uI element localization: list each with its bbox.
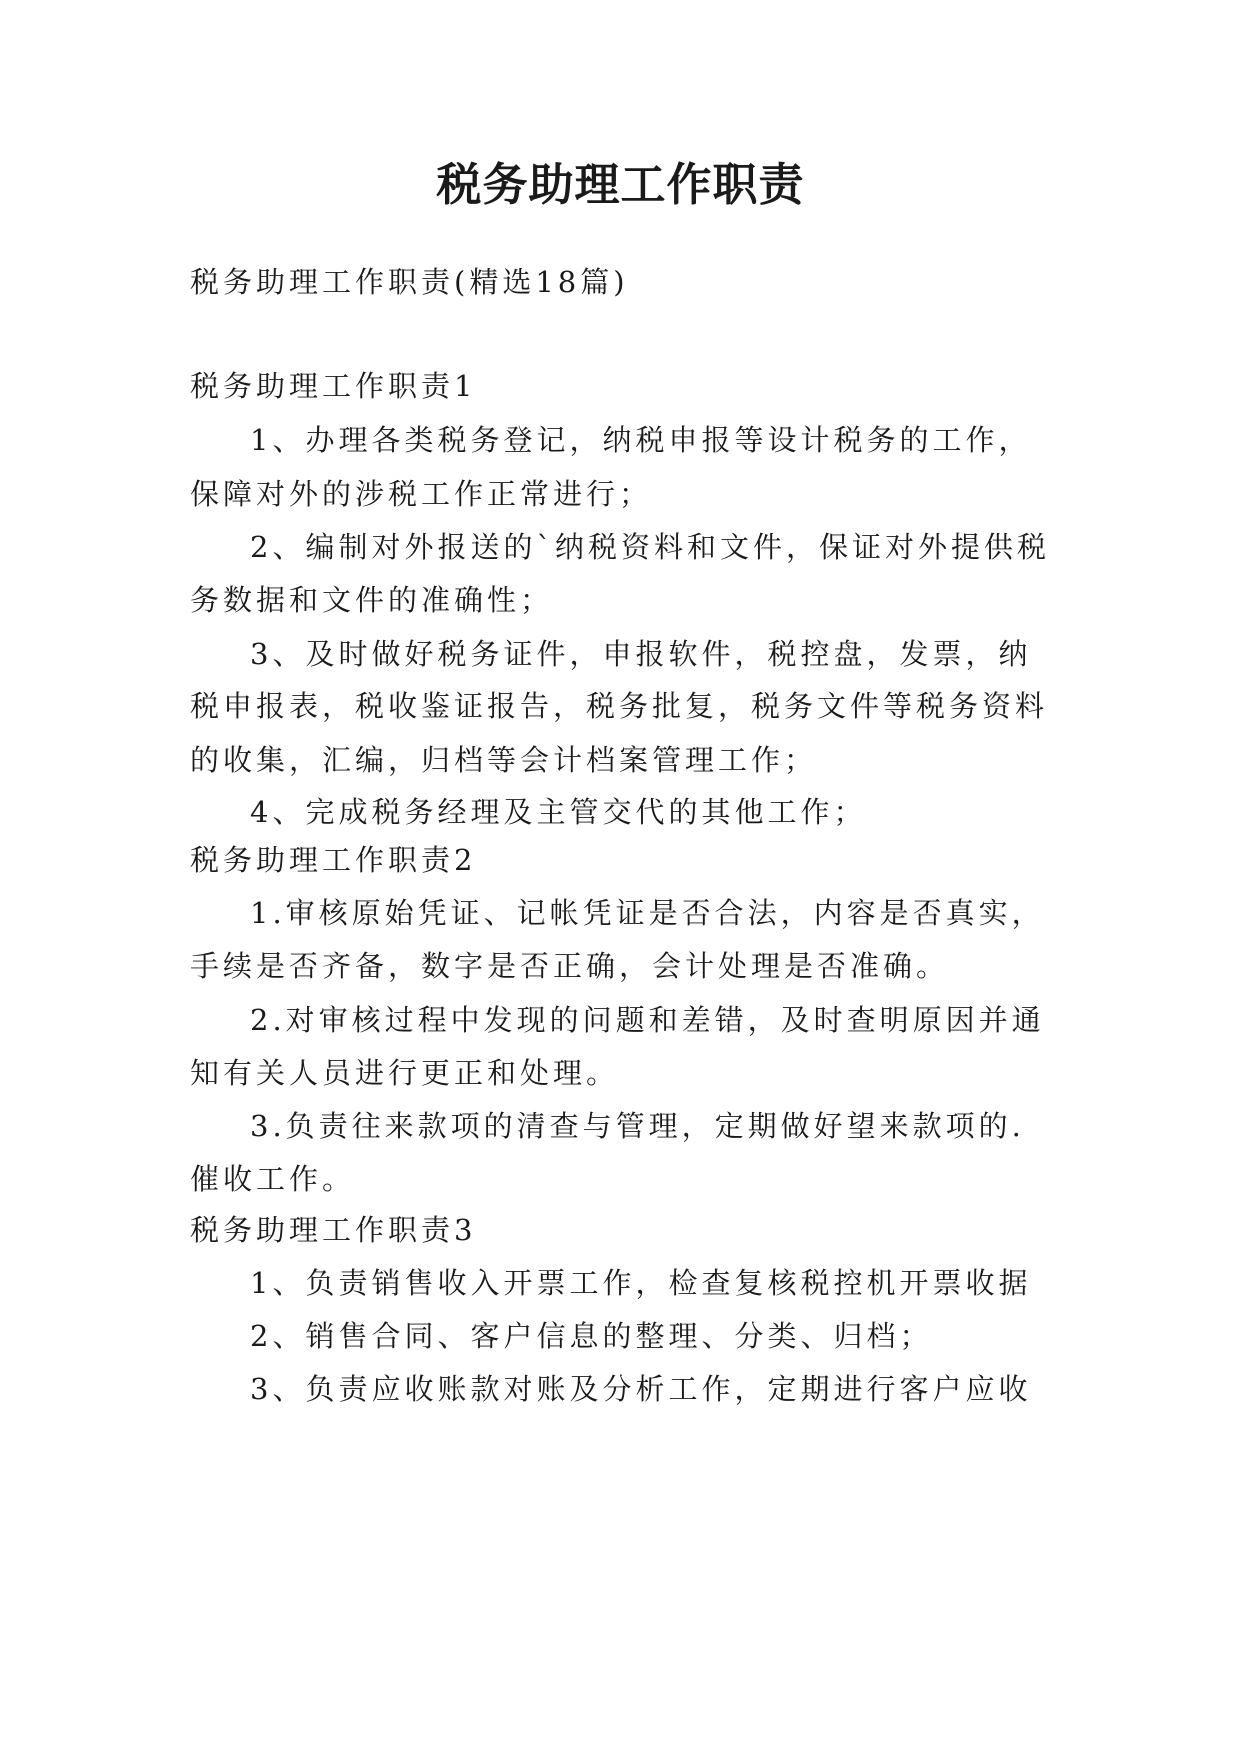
paragraph-line: 2、销售合同、客户信息的整理、分类、归档； — [250, 1319, 933, 1353]
section-heading-1: 税务助理工作职责1 — [190, 369, 477, 403]
section-heading-2: 税务助理工作职责2 — [190, 843, 477, 877]
paragraph-line: 催收工作。 — [190, 1162, 356, 1196]
paragraph-line: 的收集，汇编，归档等会计档案管理工作； — [190, 743, 818, 777]
paragraph-line: 3、负责应收账款对账及分析工作，定期进行客户应收 — [250, 1372, 1032, 1406]
paragraph-line: 3、及时做好税务证件，申报软件，税控盘，发票，纳 — [250, 637, 1032, 671]
paragraph-line: 1、办理各类税务登记，纳税申报等设计税务的工作， — [250, 423, 1032, 457]
paragraph-line: 1.审核原始凭证、记帐凭证是否合法，内容是否真实， — [250, 896, 1045, 930]
document-title: 税务助理工作职责 — [436, 158, 805, 211]
paragraph-line: 税申报表，税收鉴证报告，税务批复，税务文件等税务资料 — [190, 689, 1049, 723]
paragraph-line: 3.负责往来款项的清查与管理，定期做好望来款项的. — [250, 1109, 1025, 1143]
paragraph-line: 1、负责销售收入开票工作，检查复核税控机开票收据 — [250, 1266, 1032, 1300]
paragraph-line: 4、完成税务经理及主管交代的其他工作； — [250, 795, 867, 829]
paragraph-line: 知有关人员进行更正和处理。 — [190, 1056, 620, 1090]
paragraph-line: 保障对外的涉税工作正常进行； — [190, 477, 653, 511]
document-subtitle: 税务助理工作职责(精选18篇) — [190, 265, 629, 299]
paragraph-line: 2、编制对外报送的`纳税资料和文件，保证对外提供税 — [250, 530, 1050, 564]
section-heading-3: 税务助理工作职责3 — [190, 1213, 477, 1247]
paragraph-line: 务数据和文件的准确性； — [190, 583, 554, 617]
paragraph-line: 手续是否齐备，数字是否正确，会计处理是否准确。 — [190, 949, 950, 983]
paragraph-line: 2.对审核过程中发现的问题和差错，及时查明原因并通 — [250, 1003, 1045, 1037]
